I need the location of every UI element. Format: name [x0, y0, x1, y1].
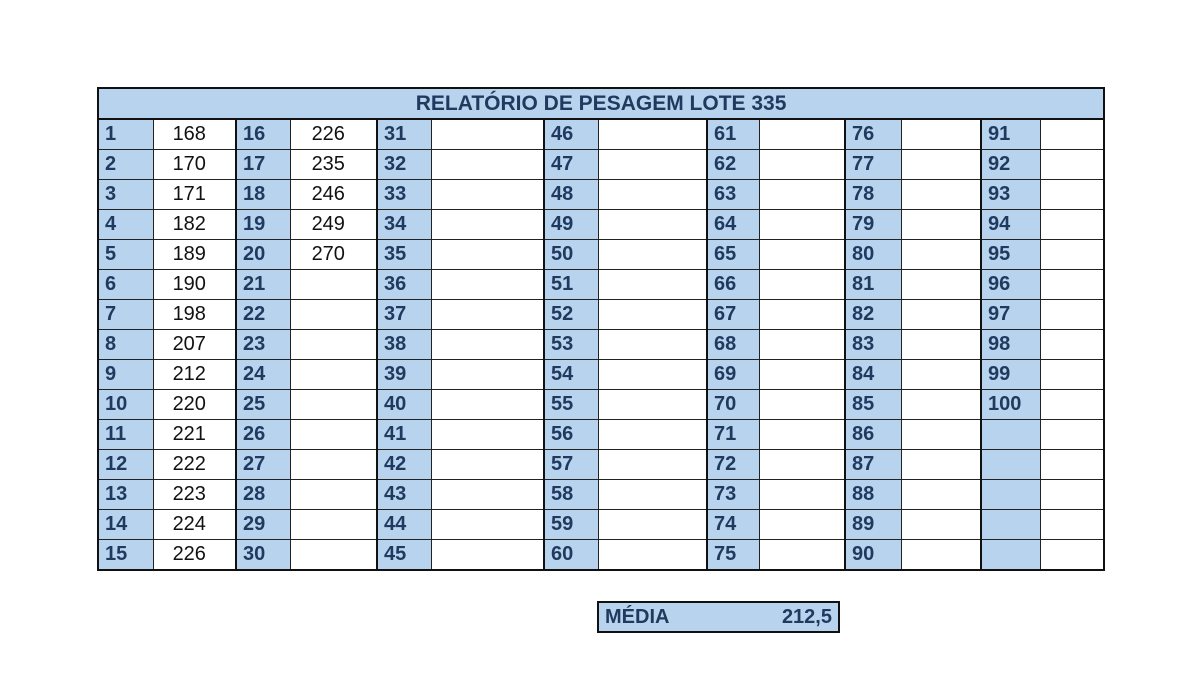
weight-value-cell — [598, 180, 707, 210]
item-number-cell: 63 — [707, 180, 759, 210]
weight-value-cell — [598, 119, 707, 150]
weight-value-cell — [1040, 150, 1104, 180]
weight-value-cell: 190 — [153, 270, 236, 300]
item-number-cell: 90 — [845, 540, 901, 571]
item-number-cell: 89 — [845, 510, 901, 540]
weight-value-cell: 189 — [153, 240, 236, 270]
item-number-cell: 53 — [544, 330, 598, 360]
weighing-report — [97, 87, 1103, 571]
item-number-cell: 75 — [707, 540, 759, 571]
weight-value-cell — [759, 240, 845, 270]
weight-value-cell — [431, 300, 544, 330]
item-number-cell: 50 — [544, 240, 598, 270]
item-number-cell: 17 — [236, 150, 290, 180]
average-label: MÉDIA — [605, 606, 670, 628]
item-number-cell: 10 — [98, 390, 153, 420]
item-number-cell: 7 — [98, 300, 153, 330]
weight-value-cell — [901, 300, 981, 330]
item-number-cell: 16 — [236, 119, 290, 150]
item-number-cell: 39 — [377, 360, 431, 390]
weight-value-cell — [431, 480, 544, 510]
weight-value-cell — [431, 150, 544, 180]
item-number-cell: 79 — [845, 210, 901, 240]
item-number-cell: 26 — [236, 420, 290, 450]
item-number-cell: 36 — [377, 270, 431, 300]
weight-value-cell — [901, 119, 981, 150]
weight-value-cell — [598, 150, 707, 180]
weight-value-cell — [759, 210, 845, 240]
weight-value-cell — [1040, 450, 1104, 480]
item-number-cell: 20 — [236, 240, 290, 270]
item-number-cell — [981, 420, 1040, 450]
weight-value-cell — [901, 390, 981, 420]
table-row — [98, 119, 1104, 150]
item-number-cell: 54 — [544, 360, 598, 390]
item-number-cell — [981, 480, 1040, 510]
item-number-cell: 81 — [845, 270, 901, 300]
weight-value-cell — [431, 420, 544, 450]
weight-value-cell — [901, 540, 981, 571]
weight-value-cell: 222 — [153, 450, 236, 480]
item-number-cell: 3 — [98, 180, 153, 210]
weight-value-cell — [598, 480, 707, 510]
item-number-cell: 12 — [98, 450, 153, 480]
item-number-cell: 68 — [707, 330, 759, 360]
weight-value-cell — [290, 330, 377, 360]
weight-value-cell — [290, 360, 377, 390]
weight-value-cell: 212 — [153, 360, 236, 390]
item-number-cell: 100 — [981, 390, 1040, 420]
weight-value-cell: 226 — [290, 119, 377, 150]
weight-value-cell — [901, 480, 981, 510]
weight-value-cell — [290, 270, 377, 300]
weight-value-cell — [290, 300, 377, 330]
weight-value-cell — [901, 360, 981, 390]
item-number-cell: 72 — [707, 450, 759, 480]
weight-value-cell — [1040, 390, 1104, 420]
item-number-cell: 47 — [544, 150, 598, 180]
item-number-cell: 23 — [236, 330, 290, 360]
weight-value-cell — [901, 180, 981, 210]
weight-value-cell: 207 — [153, 330, 236, 360]
weight-value-cell: 198 — [153, 300, 236, 330]
item-number-cell: 77 — [845, 150, 901, 180]
item-number-cell: 69 — [707, 360, 759, 390]
weight-value-cell — [759, 390, 845, 420]
weight-value-cell — [598, 390, 707, 420]
title-row — [98, 88, 1104, 119]
weight-value-cell: 220 — [153, 390, 236, 420]
item-number-cell: 67 — [707, 300, 759, 330]
weight-value-cell: 224 — [153, 510, 236, 540]
table-row — [98, 150, 1104, 180]
weight-value-cell — [431, 119, 544, 150]
weight-value-cell: 170 — [153, 150, 236, 180]
item-number-cell: 42 — [377, 450, 431, 480]
weight-value-cell: 168 — [153, 119, 236, 150]
item-number-cell: 97 — [981, 300, 1040, 330]
item-number-cell: 65 — [707, 240, 759, 270]
item-number-cell: 49 — [544, 210, 598, 240]
table-row — [98, 360, 1104, 390]
weight-value-cell — [431, 330, 544, 360]
item-number-cell — [981, 540, 1040, 571]
item-number-cell: 1 — [98, 119, 153, 150]
item-number-cell: 31 — [377, 119, 431, 150]
weight-value-cell — [901, 270, 981, 300]
item-number-cell: 41 — [377, 420, 431, 450]
weight-value-cell — [598, 360, 707, 390]
weight-value-cell: 226 — [153, 540, 236, 571]
report-title: RELATÓRIO DE PESAGEM LOTE 335 — [98, 88, 1104, 119]
item-number-cell — [981, 510, 1040, 540]
weight-value-cell — [431, 210, 544, 240]
weight-value-cell — [1040, 119, 1104, 150]
table-row — [98, 420, 1104, 450]
weight-value-cell — [290, 390, 377, 420]
item-number-cell: 46 — [544, 119, 598, 150]
item-number-cell: 62 — [707, 150, 759, 180]
weighing-table — [97, 87, 1105, 571]
weight-value-cell — [1040, 480, 1104, 510]
item-number-cell: 9 — [98, 360, 153, 390]
average-box — [597, 601, 840, 633]
item-number-cell: 88 — [845, 480, 901, 510]
item-number-cell: 43 — [377, 480, 431, 510]
item-number-cell: 34 — [377, 210, 431, 240]
table-row — [98, 270, 1104, 300]
item-number-cell: 25 — [236, 390, 290, 420]
item-number-cell: 55 — [544, 390, 598, 420]
item-number-cell: 83 — [845, 330, 901, 360]
weight-value-cell — [431, 270, 544, 300]
item-number-cell: 44 — [377, 510, 431, 540]
item-number-cell: 99 — [981, 360, 1040, 390]
item-number-cell: 59 — [544, 510, 598, 540]
weight-value-cell — [901, 420, 981, 450]
item-number-cell: 60 — [544, 540, 598, 571]
item-number-cell: 66 — [707, 270, 759, 300]
item-number-cell: 87 — [845, 450, 901, 480]
weight-value-cell — [598, 270, 707, 300]
weight-value-cell — [759, 180, 845, 210]
table-row — [98, 390, 1104, 420]
item-number-cell: 80 — [845, 240, 901, 270]
weight-value-cell — [759, 510, 845, 540]
item-number-cell: 21 — [236, 270, 290, 300]
item-number-cell: 5 — [98, 240, 153, 270]
weight-value-cell: 246 — [290, 180, 377, 210]
item-number-cell: 28 — [236, 480, 290, 510]
weight-value-cell — [1040, 240, 1104, 270]
average-value: 212,5 — [781, 606, 832, 628]
item-number-cell — [981, 450, 1040, 480]
weight-value-cell — [901, 510, 981, 540]
weight-value-cell — [1040, 360, 1104, 390]
weight-value-cell — [1040, 180, 1104, 210]
weight-value-cell — [598, 450, 707, 480]
item-number-cell: 37 — [377, 300, 431, 330]
weight-value-cell — [290, 480, 377, 510]
item-number-cell: 8 — [98, 330, 153, 360]
table-row — [98, 240, 1104, 270]
weight-value-cell — [759, 300, 845, 330]
item-number-cell: 95 — [981, 240, 1040, 270]
weight-value-cell — [431, 240, 544, 270]
weight-value-cell — [901, 330, 981, 360]
weight-value-cell — [759, 540, 845, 571]
item-number-cell: 58 — [544, 480, 598, 510]
weight-value-cell — [901, 240, 981, 270]
item-number-cell: 48 — [544, 180, 598, 210]
item-number-cell: 38 — [377, 330, 431, 360]
item-number-cell: 24 — [236, 360, 290, 390]
weight-value-cell — [901, 450, 981, 480]
item-number-cell: 84 — [845, 360, 901, 390]
item-number-cell: 74 — [707, 510, 759, 540]
table-row — [98, 510, 1104, 540]
weight-value-cell — [431, 510, 544, 540]
item-number-cell: 15 — [98, 540, 153, 571]
item-number-cell: 45 — [377, 540, 431, 571]
weight-value-cell — [1040, 420, 1104, 450]
weight-value-cell: 182 — [153, 210, 236, 240]
item-number-cell: 22 — [236, 300, 290, 330]
item-number-cell: 4 — [98, 210, 153, 240]
weight-value-cell — [431, 360, 544, 390]
table-row — [98, 480, 1104, 510]
weight-value-cell: 223 — [153, 480, 236, 510]
item-number-cell: 11 — [98, 420, 153, 450]
item-number-cell: 30 — [236, 540, 290, 571]
weight-value-cell — [598, 240, 707, 270]
weight-value-cell: 270 — [290, 240, 377, 270]
weight-value-cell — [598, 510, 707, 540]
weight-value-cell — [1040, 210, 1104, 240]
weight-value-cell — [431, 180, 544, 210]
weight-value-cell — [901, 210, 981, 240]
item-number-cell: 56 — [544, 420, 598, 450]
item-number-cell: 93 — [981, 180, 1040, 210]
item-number-cell: 94 — [981, 210, 1040, 240]
weight-value-cell: 249 — [290, 210, 377, 240]
weight-value-cell — [290, 540, 377, 571]
weight-value-cell: 171 — [153, 180, 236, 210]
item-number-cell: 52 — [544, 300, 598, 330]
weight-value-cell — [1040, 510, 1104, 540]
weight-value-cell — [759, 450, 845, 480]
weight-value-cell: 221 — [153, 420, 236, 450]
table-row — [98, 210, 1104, 240]
item-number-cell: 76 — [845, 119, 901, 150]
weight-value-cell — [1040, 540, 1104, 571]
item-number-cell: 73 — [707, 480, 759, 510]
weight-value-cell — [431, 390, 544, 420]
weight-value-cell — [290, 420, 377, 450]
weight-value-cell — [431, 450, 544, 480]
item-number-cell: 82 — [845, 300, 901, 330]
weight-value-cell — [759, 150, 845, 180]
item-number-cell: 18 — [236, 180, 290, 210]
item-number-cell: 91 — [981, 119, 1040, 150]
item-number-cell: 6 — [98, 270, 153, 300]
table-row — [98, 180, 1104, 210]
item-number-cell: 40 — [377, 390, 431, 420]
table-row — [98, 330, 1104, 360]
item-number-cell: 61 — [707, 119, 759, 150]
weight-value-cell — [290, 510, 377, 540]
weight-value-cell — [598, 300, 707, 330]
item-number-cell: 19 — [236, 210, 290, 240]
weight-value-cell — [431, 540, 544, 571]
item-number-cell: 51 — [544, 270, 598, 300]
item-number-cell: 33 — [377, 180, 431, 210]
item-number-cell: 13 — [98, 480, 153, 510]
item-number-cell: 27 — [236, 450, 290, 480]
item-number-cell: 2 — [98, 150, 153, 180]
weight-value-cell — [1040, 300, 1104, 330]
item-number-cell: 85 — [845, 390, 901, 420]
weight-value-cell — [290, 450, 377, 480]
item-number-cell: 64 — [707, 210, 759, 240]
weight-value-cell — [598, 540, 707, 571]
weight-value-cell — [759, 360, 845, 390]
weight-value-cell — [759, 119, 845, 150]
weight-value-cell — [1040, 270, 1104, 300]
weight-value-cell — [598, 210, 707, 240]
item-number-cell: 98 — [981, 330, 1040, 360]
weight-value-cell — [901, 150, 981, 180]
item-number-cell: 70 — [707, 390, 759, 420]
table-row — [98, 450, 1104, 480]
weight-value-cell: 235 — [290, 150, 377, 180]
table-row — [98, 540, 1104, 571]
item-number-cell: 86 — [845, 420, 901, 450]
item-number-cell: 57 — [544, 450, 598, 480]
weight-value-cell — [759, 330, 845, 360]
weight-value-cell — [598, 330, 707, 360]
weight-value-cell — [759, 480, 845, 510]
table-row — [98, 300, 1104, 330]
item-number-cell: 35 — [377, 240, 431, 270]
item-number-cell: 71 — [707, 420, 759, 450]
item-number-cell: 92 — [981, 150, 1040, 180]
item-number-cell: 29 — [236, 510, 290, 540]
item-number-cell: 14 — [98, 510, 153, 540]
weight-value-cell — [1040, 330, 1104, 360]
item-number-cell: 32 — [377, 150, 431, 180]
item-number-cell: 96 — [981, 270, 1040, 300]
weight-value-cell — [759, 420, 845, 450]
weight-value-cell — [759, 270, 845, 300]
item-number-cell: 78 — [845, 180, 901, 210]
weight-value-cell — [598, 420, 707, 450]
